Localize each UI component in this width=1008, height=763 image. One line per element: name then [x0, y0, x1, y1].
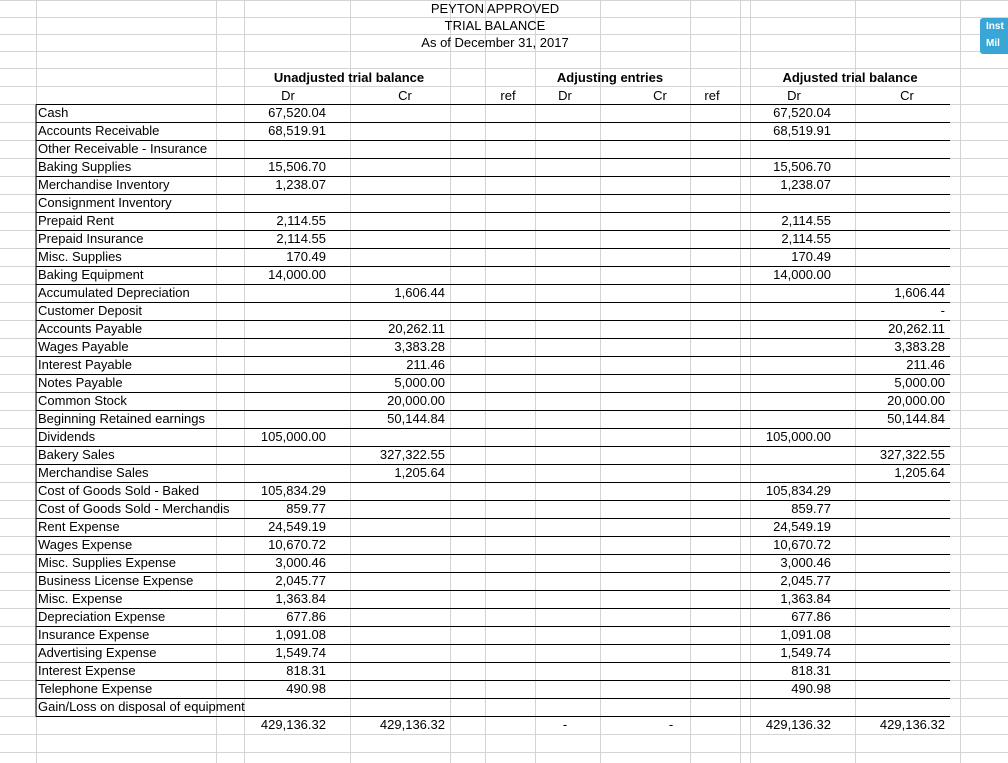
unadj-dr-cell[interactable]	[240, 698, 326, 716]
unadj-cr-cell[interactable]	[350, 158, 445, 176]
account-name[interactable]: Misc. Supplies Expense	[38, 555, 177, 570]
unadj-cr-cell[interactable]	[350, 680, 445, 698]
unadj-cr-cell[interactable]	[350, 536, 445, 554]
unadj-dr-cell[interactable]: 2,045.77	[275, 573, 326, 588]
unadj-dr-cell[interactable]: 859.77	[286, 501, 326, 516]
account-name[interactable]: Baking Supplies	[38, 159, 132, 174]
adjusted-dr-cell[interactable]	[745, 374, 831, 392]
adjusted-dr-cell[interactable]: 24,549.19	[773, 519, 831, 534]
report-date[interactable]: As of December 31, 2017	[421, 35, 569, 50]
unadj-cr-cell[interactable]	[350, 572, 445, 590]
side-tab-line1: Inst	[986, 21, 1004, 32]
unadj-dr-cell[interactable]: 10,670.72	[268, 537, 326, 552]
adjusted-cr-cell[interactable]	[855, 644, 945, 662]
unadj-dr-header[interactable]: Dr	[281, 88, 295, 103]
adjusted-dr-cell[interactable]: 859.77	[791, 501, 831, 516]
unadj-dr-cell[interactable]: 1,091.08	[275, 627, 326, 642]
unadj-cr-cell[interactable]	[350, 500, 445, 518]
unadj-cr-cell[interactable]	[350, 302, 445, 320]
account-name[interactable]: Baking Equipment	[38, 267, 144, 282]
adjusted-cr-cell[interactable]: 20,000.00	[887, 393, 945, 408]
account-name[interactable]: Wages Payable	[38, 339, 129, 354]
adjusted-dr-cell[interactable]	[745, 194, 831, 212]
unadj-dr-cell[interactable]	[240, 374, 326, 392]
account-name[interactable]: Customer Deposit	[38, 303, 143, 318]
adjusted-dr-cell[interactable]: 2,114.55	[781, 213, 831, 228]
adjusted-dr-cell[interactable]	[745, 140, 831, 158]
adjusted-cr-cell[interactable]	[855, 536, 945, 554]
unadj-dr-cell[interactable]	[240, 356, 326, 374]
account-name[interactable]: Cash	[38, 105, 69, 120]
adjusted-cr-cell[interactable]	[855, 680, 945, 698]
account-name[interactable]: Wages Expense	[38, 537, 133, 552]
unadj-cr-cell[interactable]	[350, 194, 445, 212]
adjusted-cr-cell[interactable]	[855, 122, 945, 140]
unadj-dr-cell[interactable]	[240, 284, 326, 302]
account-name[interactable]: Insurance Expense	[38, 627, 150, 642]
adjusted-cr-cell[interactable]: 211.46	[906, 357, 945, 372]
unadj-dr-cell[interactable]	[240, 140, 326, 158]
adjusted-dr-cell[interactable]: 1,238.07	[780, 177, 831, 192]
adjusted-dr-cell[interactable]: 490.98	[791, 681, 831, 696]
account-name[interactable]: Bakery Sales	[38, 447, 115, 462]
adjusted-dr-cell[interactable]: 3,000.46	[780, 555, 831, 570]
unadj-cr-cell[interactable]: 3,383.28	[394, 339, 445, 354]
unadj-dr-cell[interactable]: 3,000.46	[275, 555, 326, 570]
account-name[interactable]: Accounts Payable	[38, 321, 143, 336]
account-name[interactable]: Cost of Goods Sold - Baked	[38, 483, 200, 498]
adjusted-cr-cell[interactable]	[855, 554, 945, 572]
account-name[interactable]: Merchandise Inventory	[38, 177, 170, 192]
adjusted-cr-cell[interactable]	[855, 662, 945, 680]
account-name[interactable]: Advertising Expense	[38, 645, 157, 660]
adjusted-dr-cell[interactable]: 105,834.29	[765, 483, 831, 498]
adjusted-dr-header[interactable]: Dr	[787, 88, 801, 103]
unadj-cr-cell[interactable]	[350, 428, 445, 446]
unadj-dr-cell[interactable]: 1,363.84	[275, 591, 326, 606]
unadj-dr-cell[interactable]	[240, 392, 326, 410]
adjusted-cr-cell[interactable]: 5,000.00	[894, 375, 945, 390]
account-name[interactable]: Other Receivable - Insurance	[38, 141, 208, 156]
unadj-cr-cell[interactable]	[350, 626, 445, 644]
company-name[interactable]: PEYTON APPROVED	[430, 1, 560, 16]
adjusted-cr-cell[interactable]	[855, 230, 945, 248]
unadj-cr-cell[interactable]	[350, 104, 445, 122]
total-adjusted-cr[interactable]: 429,136.32	[879, 717, 945, 732]
adjusted-dr-cell[interactable]: 14,000.00	[773, 267, 831, 282]
unadj-dr-cell[interactable]: 14,000.00	[268, 267, 326, 282]
adjusted-cr-cell[interactable]	[855, 518, 945, 536]
adjusted-cr-cell[interactable]	[855, 266, 945, 284]
adjusted-cr-cell[interactable]: 20,262.11	[888, 321, 945, 336]
adjusted-dr-cell[interactable]: 105,000.00	[765, 429, 831, 444]
adjusted-dr-cell[interactable]: 1,363.84	[780, 591, 831, 606]
unadj-cr-cell[interactable]	[350, 554, 445, 572]
adjusted-cr-cell[interactable]	[855, 590, 945, 608]
adjusted-dr-cell[interactable]: 15,506.70	[773, 159, 831, 174]
unadj-cr-cell[interactable]: 211.46	[406, 357, 445, 372]
adjusted-dr-cell[interactable]	[745, 698, 831, 716]
total-adj-dr[interactable]: -	[562, 717, 568, 732]
unadj-dr-cell[interactable]	[240, 410, 326, 428]
adjusted-cr-cell[interactable]	[855, 698, 945, 716]
unadj-dr-cell[interactable]	[240, 464, 326, 482]
account-name[interactable]: Prepaid Insurance	[38, 231, 144, 246]
account-name[interactable]: Rent Expense	[38, 519, 120, 534]
unadj-dr-cell[interactable]: 68,519.91	[268, 123, 326, 138]
adjusted-cr-cell[interactable]	[855, 104, 945, 122]
adjusted-cr-cell[interactable]	[855, 482, 945, 500]
unadj-dr-cell[interactable]: 490.98	[286, 681, 326, 696]
adjusted-dr-cell[interactable]: 2,045.77	[780, 573, 831, 588]
adjusted-dr-cell[interactable]	[745, 464, 831, 482]
unadj-dr-cell[interactable]: 1,238.07	[275, 177, 326, 192]
unadj-cr-cell[interactable]	[350, 590, 445, 608]
adjusted-cr-cell[interactable]: 1,205.64	[894, 465, 945, 480]
unadj-cr-cell[interactable]	[350, 230, 445, 248]
unadj-dr-cell[interactable]	[240, 338, 326, 356]
adjusted-cr-cell[interactable]	[855, 626, 945, 644]
account-name[interactable]: Interest Expense	[38, 663, 136, 678]
unadj-cr-cell[interactable]: 50,144.84	[387, 411, 445, 426]
unadj-cr-cell[interactable]: 5,000.00	[394, 375, 445, 390]
unadj-cr-cell[interactable]: 327,322.55	[379, 447, 445, 462]
adjusted-dr-cell[interactable]: 1,549.74	[780, 645, 831, 660]
unadj-dr-cell[interactable]: 1,549.74	[275, 645, 326, 660]
unadj-dr-cell[interactable]	[240, 320, 326, 338]
total-adjusted-dr[interactable]: 429,136.32	[765, 717, 831, 732]
unadj-cr-cell[interactable]	[350, 212, 445, 230]
unadj-dr-cell[interactable]: 24,549.19	[268, 519, 326, 534]
account-name[interactable]: Interest Payable	[38, 357, 132, 372]
account-name[interactable]: Common Stock	[38, 393, 127, 408]
unadj-cr-cell[interactable]	[350, 266, 445, 284]
unadj-cr-cell[interactable]	[350, 122, 445, 140]
ref-header-1[interactable]: ref	[500, 88, 516, 103]
unadj-dr-cell[interactable]: 15,506.70	[268, 159, 326, 174]
adjusting-header[interactable]: Adjusting entries	[556, 70, 664, 85]
account-name[interactable]: Consignment Inventory	[38, 195, 172, 210]
adjusted-dr-cell[interactable]	[745, 320, 831, 338]
adjusted-dr-cell[interactable]	[745, 302, 831, 320]
adjusted-dr-cell[interactable]	[745, 356, 831, 374]
unadj-cr-cell[interactable]	[350, 518, 445, 536]
unadjusted-header[interactable]: Unadjusted trial balance	[273, 70, 425, 85]
unadj-dr-cell[interactable]: 818.31	[286, 663, 326, 678]
adjusted-dr-cell[interactable]: 818.31	[791, 663, 831, 678]
adjusted-cr-cell[interactable]	[855, 500, 945, 518]
account-name[interactable]: Prepaid Rent	[38, 213, 114, 228]
account-name[interactable]: Business License Expense	[38, 573, 194, 588]
adjusted-cr-header[interactable]: Cr	[900, 88, 914, 103]
unadj-dr-cell[interactable]: 677.86	[286, 609, 326, 624]
unadj-cr-cell[interactable]: 20,262.11	[388, 321, 445, 336]
adj-cr-header[interactable]: Cr	[653, 88, 667, 103]
account-name[interactable]: Merchandise Sales	[38, 465, 149, 480]
unadj-dr-cell[interactable]: 2,114.55	[276, 213, 326, 228]
adjusted-dr-cell[interactable]: 677.86	[791, 609, 831, 624]
adjusted-cr-cell[interactable]	[855, 158, 945, 176]
unadj-dr-cell[interactable]: 105,834.29	[260, 483, 326, 498]
adjusted-cr-cell[interactable]	[855, 248, 945, 266]
account-name[interactable]: Depreciation Expense	[38, 609, 166, 624]
adjusted-dr-cell[interactable]: 170.49	[791, 249, 831, 264]
adjusted-cr-cell[interactable]	[855, 428, 945, 446]
account-name[interactable]: Misc. Supplies	[38, 249, 122, 264]
side-tab-line2: Mil	[986, 38, 1000, 49]
account-name[interactable]: Gain/Loss on disposal of equipment	[38, 699, 245, 714]
unadj-cr-cell[interactable]: 20,000.00	[387, 393, 445, 408]
adjusted-dr-cell[interactable]	[745, 338, 831, 356]
unadj-cr-cell[interactable]	[350, 662, 445, 680]
adjusted-cr-cell[interactable]: 327,322.55	[879, 447, 945, 462]
unadj-dr-cell[interactable]	[240, 302, 326, 320]
adjusted-dr-cell[interactable]	[745, 446, 831, 464]
account-name[interactable]: Misc. Expense	[38, 591, 123, 606]
unadj-dr-cell[interactable]	[240, 194, 326, 212]
unadj-cr-cell[interactable]: 1,205.64	[394, 465, 445, 480]
unadj-cr-cell[interactable]: 1,606.44	[394, 285, 445, 300]
unadj-cr-cell[interactable]	[350, 608, 445, 626]
total-adj-cr[interactable]: -	[668, 717, 674, 732]
unadj-cr-header[interactable]: Cr	[398, 88, 412, 103]
unadj-dr-cell[interactable]: 170.49	[286, 249, 326, 264]
adjusted-dr-cell[interactable]	[745, 410, 831, 428]
adjusted-dr-cell[interactable]: 68,519.91	[773, 123, 831, 138]
unadj-dr-cell[interactable]: 105,000.00	[260, 429, 326, 444]
unadj-dr-cell[interactable]: 2,114.55	[276, 231, 326, 246]
account-name[interactable]: Dividends	[38, 429, 96, 444]
adjusted-header[interactable]: Adjusted trial balance	[782, 70, 918, 85]
adjusted-cr-cell[interactable]	[855, 176, 945, 194]
adjusted-cr-cell[interactable]: 1,606.44	[894, 285, 945, 300]
adjusted-cr-cell[interactable]	[855, 608, 945, 626]
account-name[interactable]: Telephone Expense	[38, 681, 153, 696]
account-name[interactable]: Cost of Goods Sold - Merchandis	[38, 501, 230, 516]
unadj-cr-cell[interactable]	[350, 698, 445, 716]
unadj-cr-cell[interactable]	[350, 248, 445, 266]
unadj-dr-cell[interactable]	[240, 446, 326, 464]
account-name[interactable]: Notes Payable	[38, 375, 123, 390]
side-panel-tab[interactable]	[980, 18, 1008, 54]
adjusted-cr-cell[interactable]	[855, 572, 945, 590]
adj-dr-header[interactable]: Dr	[558, 88, 572, 103]
account-name[interactable]: Accounts Receivable	[38, 123, 160, 138]
unadj-cr-cell[interactable]	[350, 482, 445, 500]
adjusted-dr-cell[interactable]: 67,520.04	[773, 105, 831, 120]
adjusted-dr-cell[interactable]: 2,114.55	[781, 231, 831, 246]
unadj-cr-cell[interactable]	[350, 140, 445, 158]
adjusted-cr-cell[interactable]: 3,383.28	[894, 339, 945, 354]
account-name[interactable]: Beginning Retained earnings	[38, 411, 205, 426]
adjusted-cr-cell[interactable]	[855, 212, 945, 230]
adjusted-cr-cell[interactable]: -	[940, 303, 945, 318]
adjusted-cr-cell[interactable]	[855, 194, 945, 212]
adjusted-dr-cell[interactable]: 1,091.08	[780, 627, 831, 642]
adjusted-cr-cell[interactable]: 50,144.84	[887, 411, 945, 426]
unadj-cr-cell[interactable]	[350, 176, 445, 194]
total-unadj-cr[interactable]: 429,136.32	[379, 717, 445, 732]
adjusted-dr-cell[interactable]	[745, 284, 831, 302]
adjusted-cr-cell[interactable]	[855, 140, 945, 158]
ref-header-2[interactable]: ref	[704, 88, 720, 103]
adjusted-dr-cell[interactable]: 10,670.72	[773, 537, 831, 552]
report-title[interactable]: TRIAL BALANCE	[444, 18, 546, 33]
total-unadj-dr[interactable]: 429,136.32	[260, 717, 326, 732]
adjusted-dr-cell[interactable]	[745, 392, 831, 410]
unadj-dr-cell[interactable]: 67,520.04	[268, 105, 326, 120]
account-name[interactable]: Accumulated Depreciation	[38, 285, 190, 300]
unadj-cr-cell[interactable]	[350, 644, 445, 662]
